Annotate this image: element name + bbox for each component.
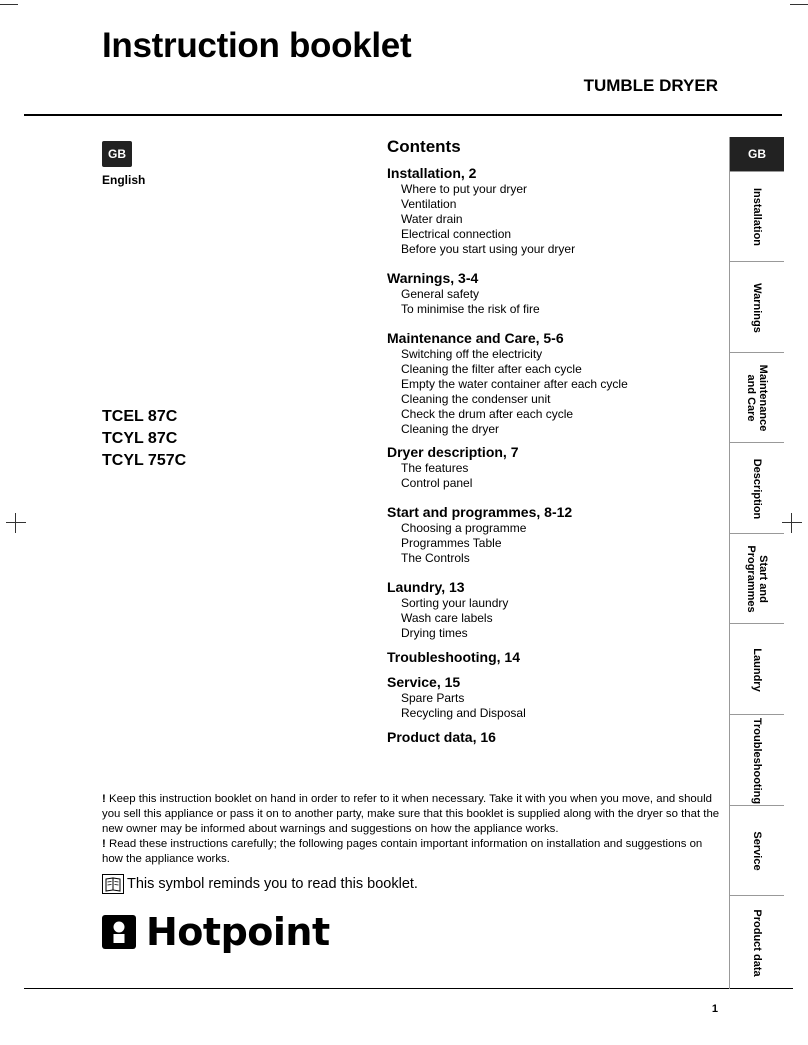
contents-item: The Controls: [401, 551, 470, 565]
contents-item: Cleaning the dryer: [401, 422, 500, 436]
model-name: TCYL 757C: [102, 452, 187, 469]
read-booklet-note: [102, 874, 418, 894]
contents-section-title: Warnings, 3-4: [387, 270, 479, 286]
contents-item-list: [387, 521, 717, 566]
warning-mark: !: [102, 838, 106, 850]
contents-item: Check the drum after each cycle: [401, 407, 574, 421]
section-tab-troubleshooting[interactable]: Troubleshooting: [730, 714, 784, 806]
registration-mark-left: [6, 513, 26, 533]
contents-item: Electrical connection: [401, 227, 512, 241]
contents-item: Recycling and Disposal: [401, 706, 526, 720]
model-name: TCEL 87C: [102, 408, 178, 425]
language-label: English: [102, 173, 146, 187]
section-tab-laundry[interactable]: Laundry: [730, 623, 784, 715]
contents-item: Drying times: [401, 626, 468, 640]
note-paragraph: ! Read these instructions carefully; the following pages contain important information on installation and suggestions on how the appliance works.: [102, 838, 703, 865]
contents-sections: [387, 165, 717, 746]
contents-section-title: Dryer description, 7: [387, 444, 519, 460]
contents-section: [387, 165, 717, 257]
contents-item: Ventilation: [401, 197, 457, 211]
table-of-contents: [387, 137, 717, 746]
contents-item-list: [387, 691, 717, 721]
page-title: Instruction booklet: [102, 26, 412, 65]
section-tab-installation[interactable]: Installation: [730, 171, 784, 262]
contents-item: Switching off the electricity: [401, 347, 543, 361]
contents-section: [387, 649, 717, 666]
section-tab-product-data[interactable]: Product data: [730, 895, 784, 990]
contents-section: [387, 504, 717, 566]
model-name: TCYL 87C: [102, 430, 178, 447]
contents-item: Programmes Table: [401, 536, 502, 550]
contents-item: Where to put your dryer: [401, 182, 528, 196]
registration-mark-right: [782, 513, 802, 533]
contents-section: [387, 579, 717, 641]
section-tab-maintenance[interactable]: Maintenance and Care: [730, 352, 784, 443]
contents-item: General safety: [401, 287, 480, 301]
header-divider: [24, 114, 782, 116]
contents-section-title: Product data, 16: [387, 729, 496, 745]
contents-section: [387, 270, 717, 317]
contents-section: [387, 729, 717, 746]
contents-title: Contents: [387, 137, 461, 156]
warning-mark: !: [102, 793, 106, 805]
contents-section: [387, 444, 717, 491]
contents-item: The features: [401, 461, 469, 475]
contents-section-title: Laundry, 13: [387, 579, 465, 595]
crop-mark-top-right: [790, 4, 808, 5]
section-tabs: [729, 137, 784, 989]
symbol-text: This symbol reminds you to read this booklet.: [127, 876, 418, 892]
contents-item: Water drain: [401, 212, 463, 226]
contents-section-title: Installation, 2: [387, 165, 477, 181]
contents-item: Empty the water container after each cycle: [401, 377, 628, 391]
page-number: 1: [711, 1003, 718, 1015]
contents-item-list: [387, 182, 717, 257]
important-notes: [102, 792, 722, 867]
contents-item-list: [387, 347, 717, 437]
contents-section-title: Maintenance and Care, 5-6: [387, 330, 564, 346]
contents-item: To minimise the risk of fire: [401, 302, 540, 316]
book-icon: [102, 874, 124, 894]
hotpoint-logo-icon: [102, 915, 136, 949]
contents-section-title: Start and programmes, 8-12: [387, 504, 573, 520]
contents-section-title: Service, 15: [387, 674, 461, 690]
model-list: [102, 406, 186, 472]
contents-item: Sorting your laundry: [401, 596, 509, 610]
contents-item-list: [387, 596, 717, 641]
brand-name: Hotpoint: [146, 910, 330, 954]
side-language-badge: GB: [730, 137, 784, 171]
section-tab-description[interactable]: Description: [730, 442, 784, 534]
contents-item: Wash care labels: [401, 611, 493, 625]
footer-divider: [24, 988, 793, 989]
contents-item-list: [387, 461, 717, 491]
contents-section: [387, 330, 717, 437]
product-type: TUMBLE DRYER: [583, 76, 718, 95]
language-badge: GB: [102, 141, 132, 167]
contents-section-title: Troubleshooting, 14: [387, 649, 521, 665]
contents-item: Choosing a programme: [401, 521, 527, 535]
contents-item: Control panel: [401, 476, 473, 490]
contents-item-list: [387, 287, 717, 317]
contents-item: Before you start using your dryer: [401, 242, 576, 256]
contents-item: Spare Parts: [401, 691, 465, 705]
contents-item: Cleaning the condenser unit: [401, 392, 551, 406]
section-tab-start-programmes[interactable]: Start and Programmes: [730, 533, 784, 624]
section-tab-service[interactable]: Service: [730, 805, 784, 896]
crop-mark-top-left: [0, 4, 18, 5]
note-paragraph: ! Keep this instruction booklet on hand in order to refer to it when necessary. Take it with you when you move, and should you sell this appliance or pass it on to another party, make sure that this booklet is supplied along with the dryer so that the new owner may be informed about warnings and suggestions on how the appliance works.: [102, 793, 720, 835]
brand-logo: [102, 910, 330, 954]
section-tab-warnings[interactable]: Warnings: [730, 261, 784, 353]
contents-item: Cleaning the filter after each cycle: [401, 362, 582, 376]
contents-section: [387, 674, 717, 721]
